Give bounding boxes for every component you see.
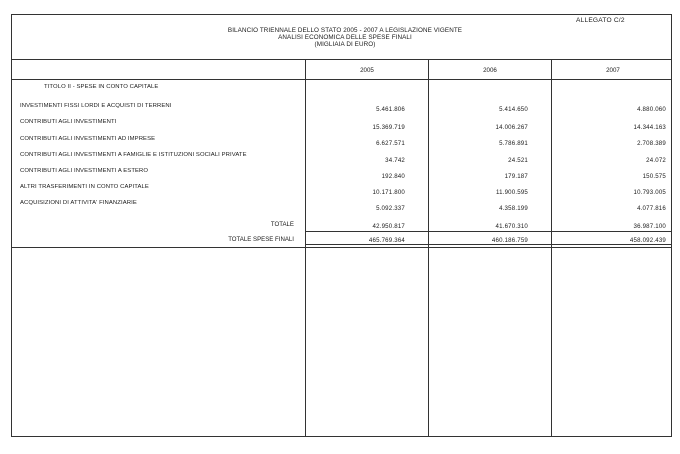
totale-spese-finali-2006: 460.186.759	[491, 237, 528, 244]
cell-2005: 5.092.337	[376, 205, 405, 212]
row-label: CONTRIBUTI AGLI INVESTIMENTI AD IMPRESE	[20, 136, 156, 142]
totale-2007: 36.987.100	[633, 223, 666, 230]
cell-2006: 14.006.267	[495, 124, 528, 131]
cell-2007: 4.077.816	[637, 205, 666, 212]
row-label: CONTRIBUTI AGLI INVESTIMENTI A ESTERO	[20, 168, 149, 174]
cell-2006: 24.521	[508, 157, 528, 164]
cell-2007: 2.708.389	[637, 140, 666, 147]
row-label: ALTRI TRASFERIMENTI IN CONTO CAPITALE	[20, 184, 149, 190]
cell-2005: 6.627.571	[376, 140, 405, 147]
totale-label: TOTALE	[270, 221, 294, 228]
document-subtitle: ANALISI ECONOMICA DELLE SPESE FINALI	[278, 34, 412, 41]
cell-2007: 14.344.163	[633, 124, 666, 131]
totale-spese-rule-double	[305, 247, 672, 248]
totale-rule-top	[305, 231, 672, 232]
document-units: (MIGLIAIA DI EURO)	[314, 41, 376, 48]
column-divider-2	[428, 59, 429, 437]
column-header-divider	[11, 79, 672, 80]
column-header-2007: 2007	[606, 67, 620, 74]
allegato-label: ALLEGATO C/2	[576, 17, 625, 24]
document-title: BILANCIO TRIENNALE DELLO STATO 2005 - 2007 A LEGISLAZIONE VIGENTE	[227, 27, 463, 34]
cell-2005: 5.461.806	[376, 106, 405, 113]
cell-2006: 5.414.650	[499, 106, 528, 113]
cell-2007: 24.072	[646, 157, 666, 164]
totale-spese-finali-2005: 465.769.364	[368, 237, 405, 244]
row-label: CONTRIBUTI AGLI INVESTIMENTI A FAMIGLIE E ISTITUZIONI SOCIALI PRIVATE	[20, 152, 247, 158]
cell-2006: 179.187	[504, 173, 528, 180]
cell-2005: 34.742	[385, 157, 405, 164]
cell-2007: 150.575	[642, 173, 666, 180]
cell-2006: 5.786.891	[499, 140, 528, 147]
totale-spese-rule-top	[305, 244, 672, 245]
totale-spese-finali-2007: 458.092.439	[629, 237, 666, 244]
section-title: TITOLO II - SPESE IN CONTO CAPITALE	[44, 84, 159, 90]
cell-2005: 15.369.719	[372, 124, 405, 131]
column-divider-3	[551, 59, 552, 437]
cell-2006: 11.900.595	[495, 189, 528, 196]
totale-spese-finali-label: TOTALE SPESE FINALI	[228, 236, 294, 243]
column-header-2005: 2005	[360, 67, 374, 74]
totale-2005: 42.950.817	[372, 223, 405, 230]
row-label: CONTRIBUTI AGLI INVESTIMENTI	[20, 119, 117, 125]
row-label: INVESTIMENTI FISSI LORDI E ACQUISTI DI TERRENI	[20, 103, 172, 109]
totale-2006: 41.670.310	[495, 223, 528, 230]
header-divider	[11, 59, 672, 60]
cell-2006: 4.358.199	[499, 205, 528, 212]
cell-2007: 4.880.060	[637, 106, 666, 113]
column-divider-1	[305, 59, 306, 437]
cell-2005: 192.840	[381, 173, 405, 180]
column-header-2006: 2006	[483, 67, 497, 74]
cell-2007: 10.793.005	[633, 189, 666, 196]
row-label: ACQUISIZIONI DI ATTIVITA' FINANZIARIE	[20, 200, 137, 206]
cell-2005: 10.171.800	[372, 189, 405, 196]
label-column-rule	[11, 247, 305, 248]
